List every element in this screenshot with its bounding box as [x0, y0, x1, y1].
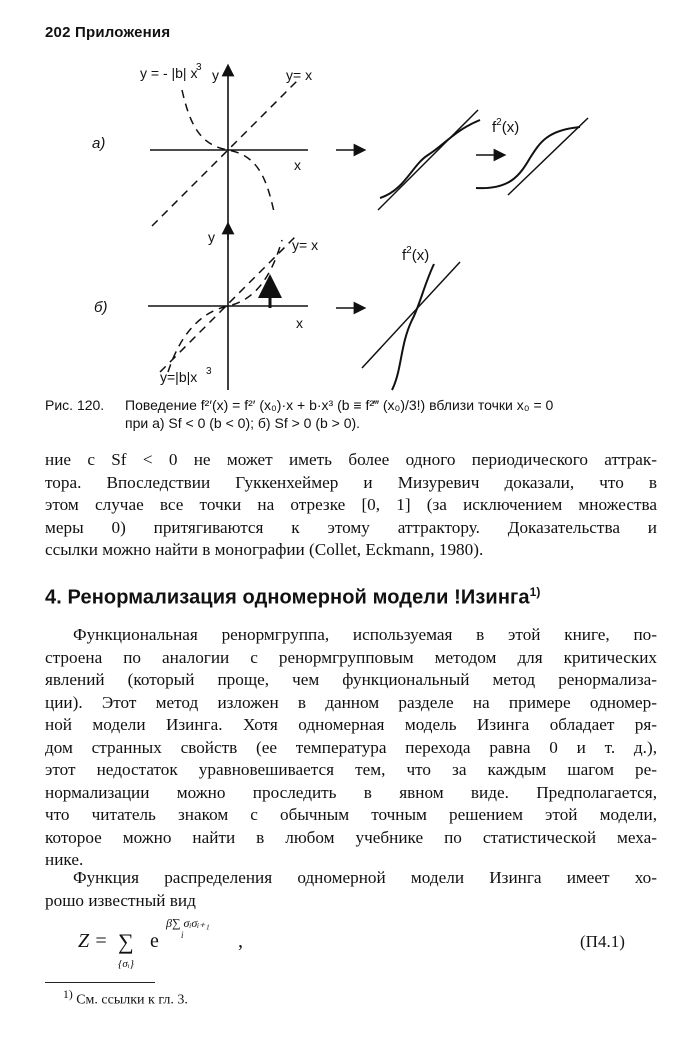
- text-line: нормализации можно проследить в явном виде. Предполагается,: [45, 782, 657, 802]
- formula-exponent: β∑ σᵢσᵢ₊₁: [166, 916, 210, 930]
- panel-b-diag-label: y= x: [292, 237, 319, 253]
- text-line: рошо известный вид: [45, 890, 196, 910]
- page-number: 202: [45, 24, 71, 41]
- running-header: [45, 24, 170, 41]
- text-line: этот недостаток уравновешивается тем, что за каждым шагом ре-: [45, 760, 657, 779]
- panel-a-sketch1-diag: [378, 110, 478, 210]
- panel-a-cubic-label: y = - |b| x: [140, 65, 198, 81]
- section-footnote-mark: 1): [529, 585, 541, 599]
- formula-exp-sub: i: [181, 930, 184, 940]
- section-title: 4. Ренормализация одномерной модели !Изинга: [45, 586, 530, 609]
- paragraph-1: [45, 449, 657, 562]
- formula-sum-sub: {σᵢ}: [118, 958, 134, 970]
- panel-a-sketch2-diag: [508, 118, 588, 195]
- panel-a: [92, 62, 588, 240]
- footnote-mark: 1): [63, 988, 73, 1001]
- text-line: этом случае все точки на отрезке [0, 1] (за исключением множества: [45, 495, 657, 514]
- text-line: строена по аналогии с ренормгрупповым методом для критических: [45, 647, 657, 667]
- panel-b-cubic-label: y=|b|x: [160, 369, 198, 385]
- panel-a-diagonal: [152, 78, 300, 226]
- panel-a-cubic-exp: 3: [196, 62, 202, 73]
- panel-b-y-label: y: [208, 229, 215, 245]
- panel-b-label: б): [94, 299, 108, 316]
- running-title: Приложения: [75, 24, 171, 41]
- section-heading: [45, 585, 541, 610]
- formula-sum: ∑: [118, 929, 134, 954]
- text-line: нике.: [45, 850, 84, 869]
- footnote-rule: [45, 982, 155, 983]
- text-line: ции). Этот метод изложен в данном разделе на примере одномер-: [45, 692, 657, 712]
- formula-number: (П4.1): [580, 932, 625, 951]
- text-line: Функция распределения одномерной модели Изинга имеет хо-: [73, 868, 657, 887]
- figure-120: [0, 50, 700, 395]
- text-line: что читатель знаком с обычным точным решением этой модели,: [45, 805, 657, 824]
- text-line: тора. Впоследствии Гуккенхеймер и Мизуревич доказали, что в: [45, 472, 657, 492]
- figure-caption: [45, 396, 655, 432]
- panel-b-x-label: x: [296, 315, 303, 331]
- panel-a-y-label: y: [212, 67, 219, 83]
- panel-b-sketch-curve: [392, 264, 434, 390]
- text-line: ние с Sf < 0 не может иметь более одного периодического аттрак-: [45, 450, 657, 469]
- caption-label: Рис. 120.: [45, 397, 105, 413]
- caption-line-2: при а) Sf < 0 (b < 0); б) Sf > 0 (b > 0).: [125, 415, 361, 431]
- panel-b: [94, 228, 460, 390]
- text-line: ссылки можно найти в монографии (Collet, Eckmann, 1980).: [45, 540, 484, 559]
- panel-b-sketch-diag: [362, 262, 460, 368]
- paragraph-2: [45, 624, 657, 872]
- panel-a-iter-label: $f^2(x)$: [492, 117, 520, 136]
- text-line: явлений (который проще, чем функциональный метод ренормализа-: [45, 670, 657, 689]
- footnote: [63, 988, 188, 1009]
- text-line: Функциональная ренормгруппа, используемая в этой книге, по-: [73, 625, 657, 644]
- panel-a-diag-label: y= x: [286, 67, 313, 83]
- formula-p4-1: [0, 905, 700, 975]
- footnote-text: См. ссылки к гл. 3.: [76, 992, 188, 1008]
- text-line: дом странных свойств (ее температура перехода равна 0 и т. д.),: [45, 737, 657, 757]
- panel-b-iter-label: $f^2(x)$: [402, 245, 430, 264]
- formula-lhs: Z =: [78, 930, 108, 952]
- formula-comma: ,: [238, 930, 243, 952]
- text-line: ной модели Изинга. Хотя одномерная модель Изинга обладает ря-: [45, 715, 657, 734]
- formula-base: e: [150, 930, 159, 952]
- caption-line-1: Поведение f²′(x) = f²′ (x₀)·x + b·x³ (b ≡ f²‴ (x₀)/3!) вблизи точки x₀ = 0: [125, 397, 554, 413]
- text-line: которое можно найти в любом учебнике по статистической меха-: [45, 827, 657, 847]
- panel-a-x-label: x: [294, 157, 301, 173]
- panel-b-cubic-exp: 3: [206, 366, 212, 377]
- text-line: меры 0) притягиваются к этому аттрактору. Доказательства и: [45, 517, 657, 537]
- panel-a-label: а): [92, 135, 106, 152]
- panel-a-sketch2-curve: [476, 127, 580, 188]
